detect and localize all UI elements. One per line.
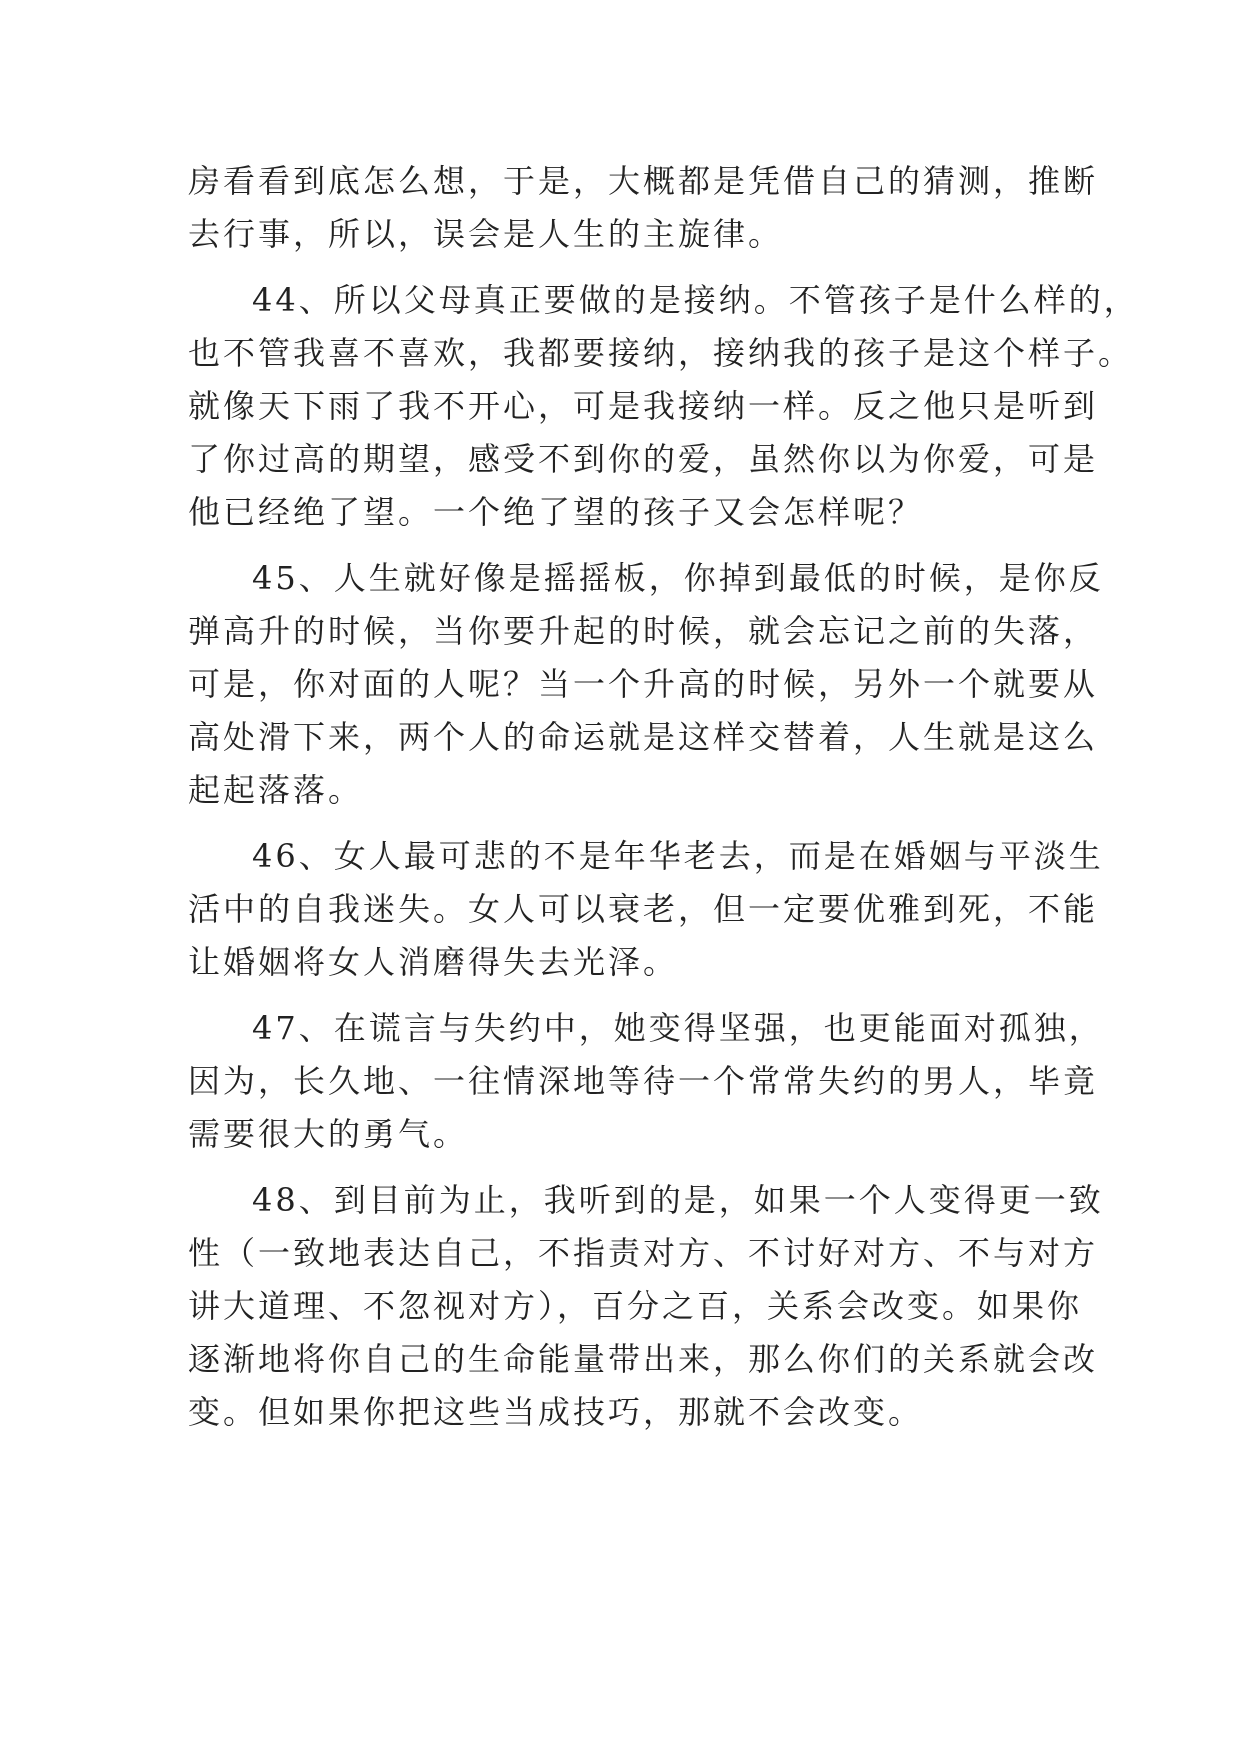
text-line: 了你过高的期望，感受不到你的爱，虽然你以为你爱，可是 — [188, 440, 1099, 478]
text-line: 可是，你对面的人呢？当一个升高的时候，另外一个就要从 — [188, 665, 1099, 703]
text-line: 让婚姻将女人消磨得失去光泽。 — [188, 943, 679, 981]
paragraph-47 — [188, 1002, 1104, 1161]
text-line: 45、人生就好像是摇摇板，你掉到最低的时候，是你反 — [252, 559, 1104, 597]
text-line: 47、在谎言与失约中，她变得坚强，也更能面对孤独， — [252, 1009, 1104, 1047]
text-line: 46、女人最可悲的不是年华老去，而是在婚姻与平淡生 — [252, 837, 1104, 875]
text-line: 房看看到底怎么想，于是，大概都是凭借自己的猜测，推断 — [188, 162, 1099, 200]
text-line: 弹高升的时候，当你要升起的时候，就会忘记之前的失落， — [188, 612, 1099, 650]
text-line: 去行事，所以，误会是人生的主旋律。 — [188, 215, 784, 253]
text-line: 因为，长久地、一往情深地等待一个常常失约的男人，毕竟 — [188, 1062, 1099, 1100]
text-line: 逐渐地将你自己的生命能量带出来，那么你们的关系就会改 — [188, 1340, 1099, 1378]
text-line: 他已经绝了望。一个绝了望的孩子又会怎样呢？ — [188, 493, 924, 531]
paragraph-46 — [188, 830, 1104, 989]
paragraph-48 — [188, 1174, 1104, 1439]
text-line: 就像天下雨了我不开心，可是我接纳一样。反之他只是听到 — [188, 387, 1099, 425]
text-line: 变。但如果你把这些当成技巧，那就不会改变。 — [188, 1393, 924, 1431]
text-line: 44、所以父母真正要做的是接纳。不管孩子是什么样的， — [252, 281, 1139, 319]
text-line: 也不管我喜不喜欢，我都要接纳，接纳我的孩子是这个样子。 — [188, 334, 1134, 372]
paragraph-43-continuation — [188, 155, 1099, 261]
text-line: 高处滑下来，两个人的命运就是这样交替着，人生就是这么 — [188, 718, 1099, 756]
text-line: 性（一致地表达自己，不指责对方、不讨好对方、不与对方 — [188, 1234, 1099, 1272]
text-line: 起起落落。 — [188, 771, 364, 809]
text-line: 活中的自我迷失。女人可以衰老，但一定要优雅到死，不能 — [188, 890, 1099, 928]
document-body — [188, 155, 1139, 1439]
paragraph-44 — [188, 274, 1139, 539]
text-line: 48、到目前为止，我听到的是，如果一个人变得更一致 — [252, 1181, 1104, 1219]
text-line: 讲大道理、不忽视对方），百分之百，关系会改变。如果你 — [188, 1287, 1083, 1325]
paragraph-45 — [188, 552, 1104, 817]
text-line: 需要很大的勇气。 — [188, 1115, 469, 1153]
